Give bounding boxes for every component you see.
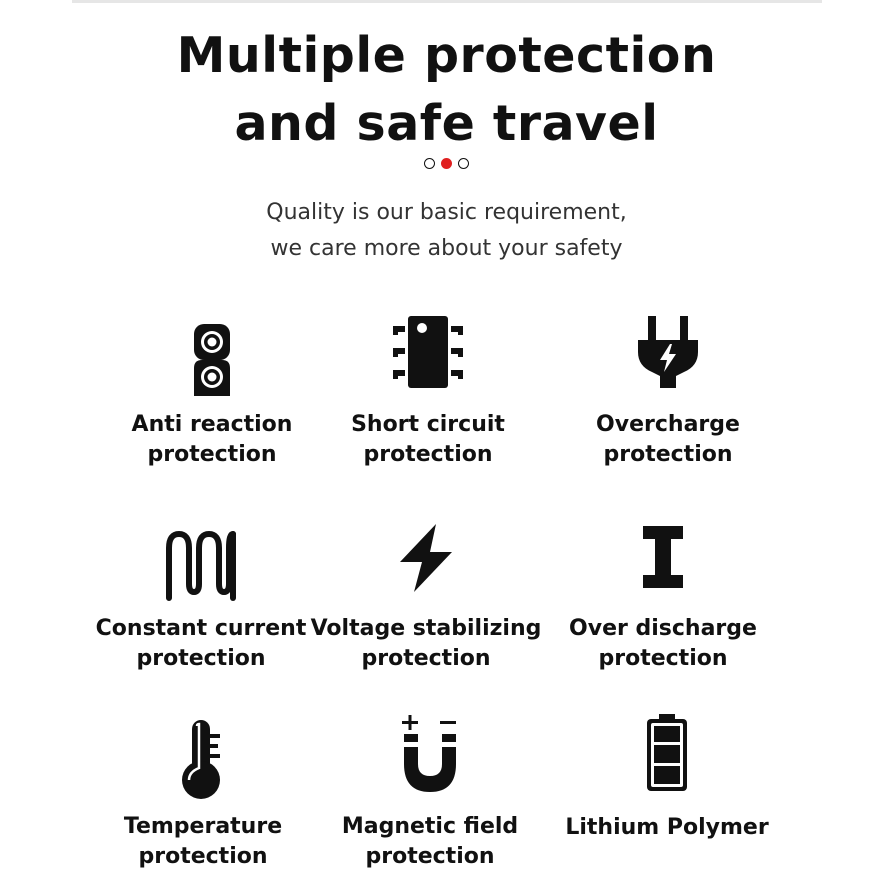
feature-label-line-1: Lithium Polymer (565, 815, 769, 840)
feature-label-line-1: Overcharge (596, 412, 740, 437)
plug-icon (636, 314, 700, 390)
title-line-1: Multiple protection (176, 27, 717, 84)
i-beam-icon (641, 524, 685, 590)
pager-dot[interactable] (424, 158, 435, 169)
feature-label (538, 410, 798, 470)
title-line-2: and safe travel (234, 95, 659, 152)
feature-label-line-2: protection (147, 442, 277, 467)
feature-label (73, 812, 333, 872)
feature-label-line-1: Magnetic field (341, 814, 519, 839)
feature-label-line-1: Anti reaction (131, 412, 293, 437)
reel-icon (192, 320, 232, 400)
feature-label-line-1: Constant current (95, 616, 307, 641)
battery-icon (644, 713, 690, 793)
feature-label (296, 614, 556, 674)
chip-icon (390, 314, 466, 390)
page-title (0, 22, 893, 158)
coil-icon (164, 526, 238, 602)
carousel-pager (0, 158, 893, 169)
feature-label-line-2: protection (363, 442, 493, 467)
feature-label-line-2: protection (136, 646, 266, 671)
feature-label-line-2: protection (598, 646, 728, 671)
subtitle-line-1: Quality is our basic requirement, (266, 200, 627, 225)
subtitle-line-2: we care more about your safety (270, 236, 623, 261)
feature-label-line-1: Over discharge (569, 616, 757, 641)
feature-label (71, 614, 331, 674)
subtitle (0, 195, 893, 267)
feature-label-line-1: Voltage stabilizing (310, 616, 542, 641)
feature-label-line-2: protection (138, 844, 268, 869)
lightning-icon (396, 522, 456, 594)
feature-label-line-2: protection (365, 844, 495, 869)
feature-label (533, 614, 793, 674)
feature-label (537, 813, 797, 843)
pager-dot-active[interactable] (441, 158, 452, 169)
feature-label-line-2: protection (603, 442, 733, 467)
feature-label-line-1: Short circuit (351, 412, 505, 437)
feature-label-line-1: Temperature (123, 814, 283, 839)
magnet-icon (398, 712, 462, 796)
feature-label (300, 812, 560, 872)
thermometer-icon (178, 718, 228, 802)
feature-label-line-2: protection (361, 646, 491, 671)
top-divider (72, 0, 822, 3)
feature-label (298, 410, 558, 470)
pager-dot[interactable] (458, 158, 469, 169)
